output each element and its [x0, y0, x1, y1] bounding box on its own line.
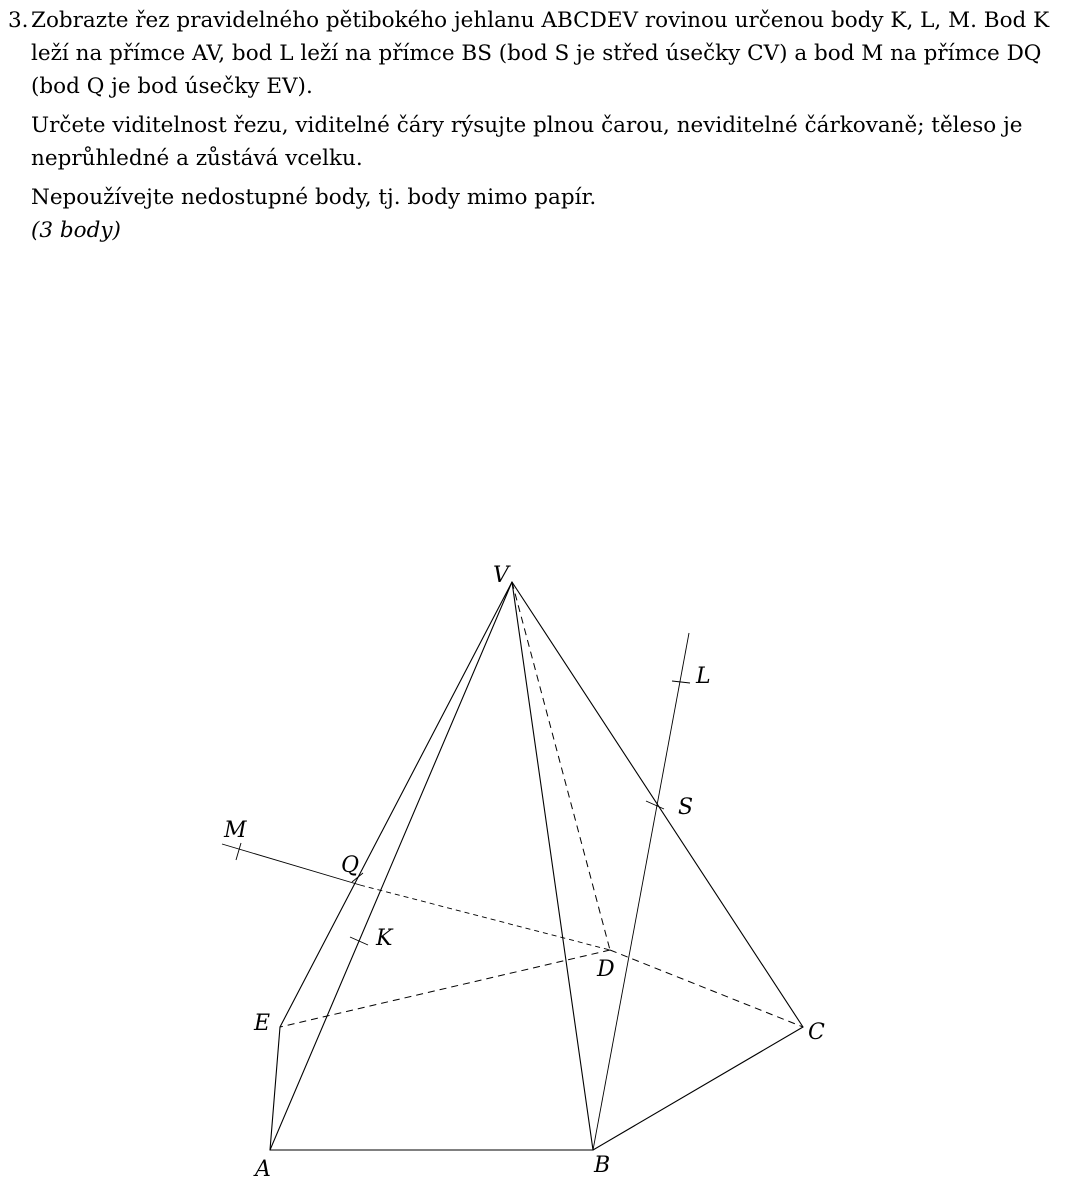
edge-VD: [512, 582, 610, 950]
edge-VB: [512, 582, 593, 1150]
line-BS: [593, 633, 689, 1150]
edge-EA: [270, 1027, 280, 1150]
label-M: M: [224, 818, 247, 843]
edge-VE: [280, 582, 512, 1027]
label-L: L: [696, 664, 711, 689]
edge-DE: [280, 950, 610, 1027]
label-D: D: [597, 957, 615, 982]
label-B: B: [594, 1153, 611, 1178]
label-K: K: [376, 926, 393, 951]
tick-K: [350, 937, 368, 945]
problem-number: 3.: [8, 8, 29, 33]
line-QD-hidden: [360, 885, 610, 950]
label-V: V: [493, 563, 509, 588]
label-S: S: [678, 795, 694, 820]
label-C: C: [808, 1020, 825, 1045]
label-A: A: [255, 1157, 271, 1182]
tick-S: [646, 801, 664, 809]
edge-VA: [270, 582, 512, 1150]
edge-DC: [610, 950, 803, 1027]
tick-L: [672, 681, 690, 683]
label-Q: Q: [341, 853, 360, 878]
problem-points: (3 body): [31, 218, 121, 243]
label-E: E: [254, 1011, 271, 1036]
line-MQ: [222, 844, 360, 885]
tick-M: [236, 843, 241, 860]
problem-instructions: Určete viditelnost řezu, viditelné čáry rýsujte plnou čarou, neviditelné čárkovaně; těleso je neprůhledné a zůstává vcelku.: [31, 113, 1023, 171]
edge-BC: [593, 1027, 803, 1150]
constraint-text: Nepoužívejte nedostupné body, tj. body mimo papír.: [31, 185, 597, 210]
problem-statement: Zobrazte řez pravidelného pětibokého jehlanu ABCDEV rovinou určenou body K, L, M. Bod K leží na přímce AV, bod L leží na přímce BS (bod S je střed úsečky CV) a bod M na přímce DQ (bod Q je bod úsečky EV).: [31, 8, 1050, 99]
